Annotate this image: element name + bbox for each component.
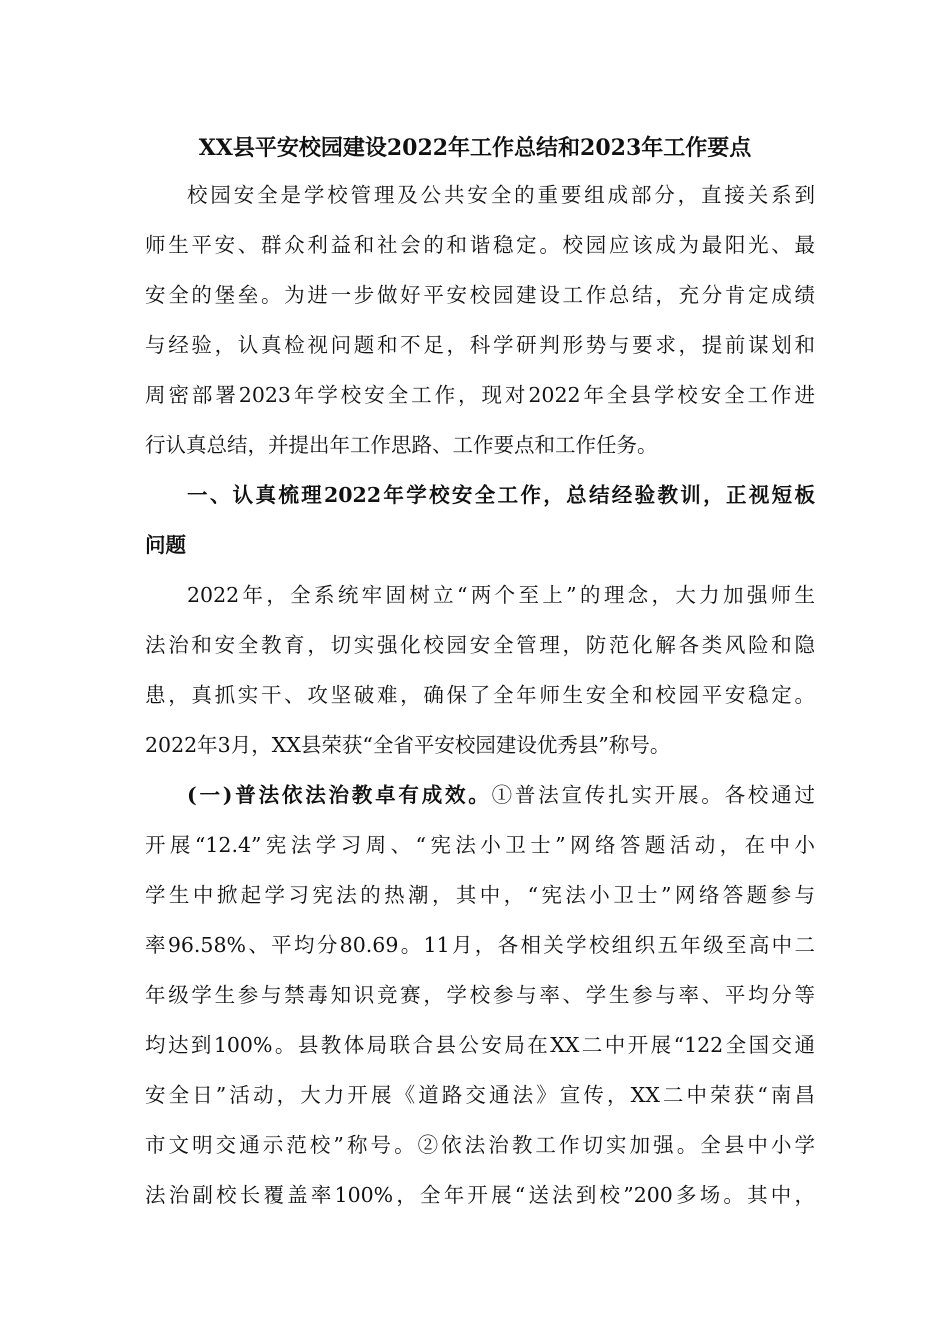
section1-line-3: 患，真抓实干、攻坚破难，确保了全年师生安全和校园平安稳定。 — [145, 683, 815, 707]
subsection1-line-7: 安全日”活动，大力开展《道路交通法》宣传，XX二中荣获“南昌 — [145, 1083, 815, 1107]
subsection1-line-1 — [187, 780, 815, 810]
subsection1-line-2: 开展“12.4”宪法学习周、“宪法小卫士”网络答题活动，在中小 — [145, 833, 815, 857]
section1-line-4: 2022年3月，XX县荣获“全省平安校园建设优秀县”称号。 — [145, 733, 671, 757]
subsection1-first-text: ①普法宣传扎实开展。各校通过 — [491, 783, 816, 807]
intro-line-3: 安全的堡垒。为进一步做好平安校园建设工作总结，充分肯定成绩 — [145, 283, 815, 307]
subsection1-line-8: 市文明交通示范校”称号。②依法治教工作切实加强。全县中小学 — [145, 1133, 815, 1157]
intro-line-4: 与经验，认真检视问题和不足，科学研判形势与要求，提前谋划和 — [145, 333, 815, 357]
subsection1-line-6: 均达到100%。县教体局联合县公安局在XX二中开展“122全国交通 — [145, 1033, 815, 1057]
intro-line-1: 校园安全是学校管理及公共安全的重要组成部分，直接关系到 — [187, 183, 815, 207]
section1-heading-line-2: 问题 — [145, 533, 186, 557]
intro-line-2: 师生平安、群众利益和社会的和谐稳定。校园应该成为最阳光、最 — [145, 233, 815, 257]
intro-line-5: 周密部署2023年学校安全工作，现对2022年全县学校安全工作进 — [145, 383, 815, 407]
section1-line-2: 法治和安全教育，切实强化校园安全管理，防范化解各类风险和隐 — [145, 633, 815, 657]
section1-heading-line-1: 一、认真梳理2022年学校安全工作，总结经验教训，正视短板 — [187, 483, 815, 507]
subsection1-heading: (一)普法依法治教卓有成效。 — [187, 783, 492, 807]
section1-line-1: 2022年，全系统牢固树立“两个至上”的理念，大力加强师生 — [187, 583, 815, 607]
subsection1-line-5: 年级学生参与禁毒知识竞赛，学校参与率、学生参与率、平均分等 — [145, 983, 815, 1007]
intro-line-6: 行认真总结，并提出年工作思路、工作要点和工作任务。 — [145, 433, 658, 457]
subsection1-line-4: 率96.58%、平均分80.69。11月，各相关学校组织五年级至高中二 — [145, 933, 815, 957]
subsection1-line-9: 法治副校长覆盖率100%，全年开展“送法到校”200多场。其中， — [145, 1183, 815, 1207]
document-title: XX县平安校园建设2022年工作总结和2023年工作要点 — [198, 135, 752, 161]
subsection1-line-3: 学生中掀起学习宪法的热潮，其中，“宪法小卫士”网络答题参与 — [145, 883, 815, 907]
